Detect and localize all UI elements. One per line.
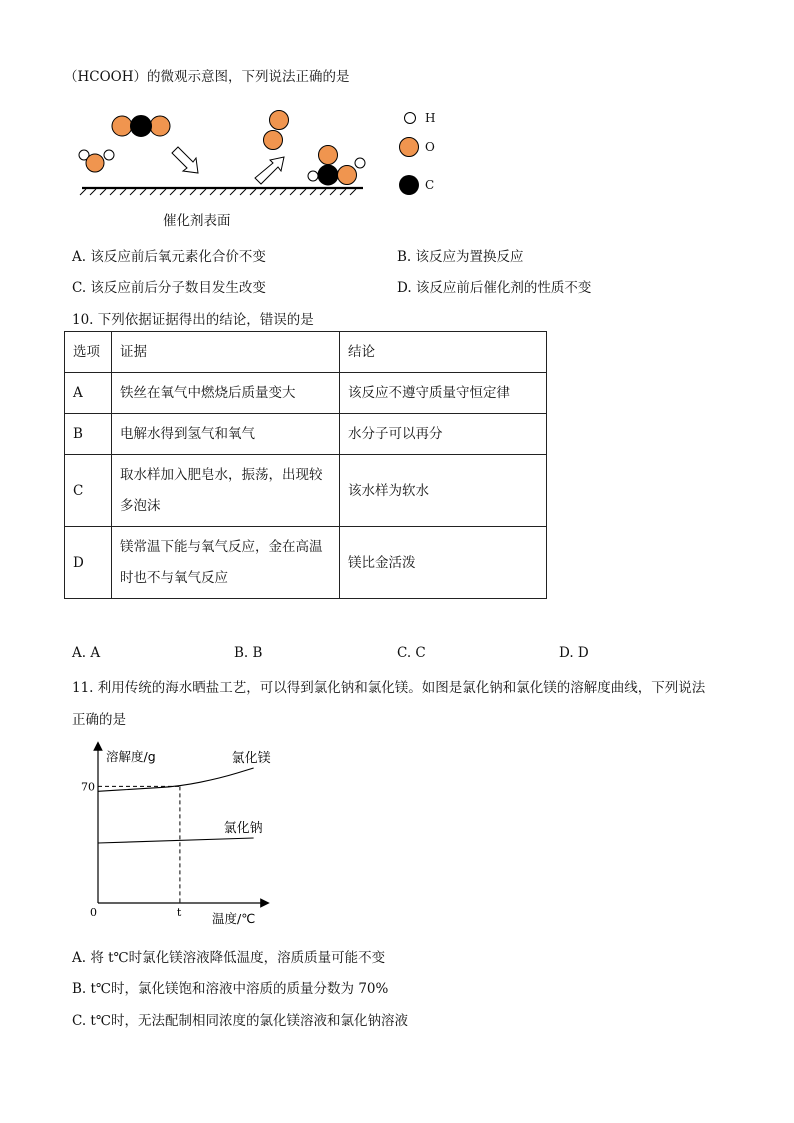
- table-header-cell: 证据: [112, 332, 340, 373]
- table-cell-conclusion: 该反应不遵守质量守恒定律: [340, 373, 547, 414]
- x-axis-label: 温度/℃: [212, 911, 256, 926]
- q10-table: [64, 331, 547, 599]
- q10-answer-b: B. B: [234, 645, 263, 661]
- table-row: [65, 414, 547, 455]
- q9-reaction-diagram: [60, 100, 480, 200]
- table-cell-option: B: [65, 414, 112, 455]
- oxygen-atom-icon: [400, 138, 419, 157]
- series-line: [98, 768, 254, 791]
- q11-option-a: A. 将 t℃时氯化镁溶液降低温度，溶质质量可能不变: [72, 950, 386, 966]
- table-cell-option: C: [65, 455, 112, 527]
- o2-molecule-icon: [264, 111, 289, 150]
- table-header-cell: 结论: [340, 332, 547, 373]
- hydrogen-atom-icon: [405, 113, 416, 124]
- table-cell-conclusion: 水分子可以再分: [340, 414, 547, 455]
- solubility-chart: [70, 740, 290, 930]
- q11-option-c: C. t℃时，无法配制相同浓度的氯化镁溶液和氯化钠溶液: [72, 1013, 408, 1029]
- q10-answer-c: C. C: [397, 645, 426, 661]
- table-row: [65, 373, 547, 414]
- legend-label-c: C: [425, 178, 435, 192]
- q9-option-b: B. 该反应为置换反应: [397, 249, 524, 265]
- table-cell-evidence: 电解水得到氢气和氧气: [112, 414, 340, 455]
- catalyst-surface-hatching: [80, 189, 356, 195]
- hcooh-molecule-icon: [308, 146, 365, 186]
- evidence-line: 取水样加入肥皂水，振荡，出现较: [120, 466, 323, 483]
- evidence-line: 镁常温下能与氧气反应，金在高温: [120, 538, 323, 555]
- q11-stem-line2: 正确的是: [72, 712, 126, 728]
- table-cell-conclusion: 镁比金活泼: [340, 527, 547, 599]
- table-row: [65, 455, 547, 527]
- arrow-up-right-icon: [255, 157, 284, 184]
- q10-stem: 10. 下列依据证据得出的结论，错误的是: [72, 312, 314, 328]
- table-header-row: [65, 332, 547, 373]
- table-cell-option: D: [65, 527, 112, 599]
- arrow-down-right-icon: [172, 147, 198, 173]
- legend-label-o: O: [425, 140, 435, 154]
- x-tick-label: t: [176, 906, 182, 919]
- y-tick-label: 70: [81, 780, 95, 794]
- figure-caption: 催化剂表面: [163, 213, 231, 229]
- table-cell-evidence: [112, 455, 340, 527]
- table-row: [65, 527, 547, 599]
- table-header-cell: 选项: [65, 332, 112, 373]
- q9-option-c: C. 该反应前后分子数目发生改变: [72, 280, 266, 296]
- table-cell-evidence: 铁丝在氧气中燃烧后质量变大: [112, 373, 340, 414]
- q11-stem-line1: 11. 利用传统的海水晒盐工艺，可以得到氯化钠和氯化镁。如图是氯化钠和氯化镁的溶解度曲线，下列说法: [72, 680, 706, 696]
- evidence-line: 多泡沫: [120, 497, 161, 514]
- q9-option-a: A. 该反应前后氧元素化合价不变: [72, 249, 266, 265]
- q9-option-d: D. 该反应前后催化剂的性质不变: [397, 280, 592, 296]
- table-cell-evidence: [112, 527, 340, 599]
- table-cell-option: A: [65, 373, 112, 414]
- table-cell-conclusion: 该水样为软水: [340, 455, 547, 527]
- atom-legend: [399, 113, 419, 196]
- series-label: 氯化钠: [223, 821, 263, 836]
- q11-option-b: B. t℃时，氯化镁饱和溶液中溶质的质量分数为 70%: [72, 981, 389, 997]
- co2-molecule-icon: [112, 116, 170, 137]
- q10-answer-d: D. D: [559, 645, 589, 661]
- origin-label: 0: [90, 906, 97, 919]
- evidence-line: 时也不与氧气反应: [120, 569, 228, 586]
- legend-label-h: H: [425, 111, 436, 125]
- h2o-molecule-icon: [79, 150, 114, 172]
- carbon-atom-icon: [399, 175, 419, 195]
- series-line: [98, 838, 254, 843]
- q9-intro: （HCOOH）的微观示意图，下列说法正确的是: [64, 69, 350, 85]
- series-label: 氯化镁: [231, 751, 271, 766]
- y-axis-label: 溶解度/g: [106, 749, 156, 764]
- q10-answer-a: A. A: [72, 645, 101, 661]
